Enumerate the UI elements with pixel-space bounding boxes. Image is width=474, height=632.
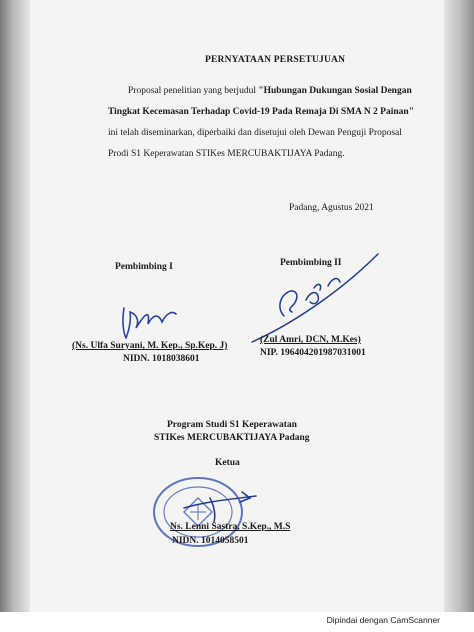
signature-pembimbing-1 — [118, 298, 184, 340]
pembimbing-2-name: (Zul Amri, DCN, M.Kes) — [260, 335, 361, 345]
pembimbing-1-heading: Pembimbing I — [115, 262, 173, 272]
scan-shadow-left — [0, 0, 30, 612]
ketua-label: Ketua — [215, 458, 240, 468]
ketua-id: NIDN. 1014058501 — [172, 536, 249, 546]
program-line-1: Program Studi S1 Keperawatan — [167, 420, 297, 430]
document-title: PERNYATAAN PERSETUJUAN — [205, 55, 346, 65]
scan-shadow-right — [444, 0, 474, 612]
paragraph-intro: Proposal penelitian yang berjudul — [128, 86, 259, 96]
ketua-name: Ns. Lenni Sastra, S.Kep., M.S — [170, 522, 291, 532]
pembimbing-2-heading: Pembimbing II — [280, 258, 342, 268]
paragraph-line-1 — [128, 86, 412, 96]
pembimbing-2-id: NIP. 196404201987031001 — [260, 348, 366, 358]
research-title-part-2: Tingkat Kecemasan Terhadap Covid-19 Pada Remaja Di SMA N 2 Painan" — [108, 107, 414, 117]
paragraph-line-3: ini telah diseminarkan, diperbaiki dan disetujui oleh Dewan Penguji Proposal — [108, 128, 402, 138]
pembimbing-1-name: (Ns. Ulfa Suryani, M. Kep., Sp.Kep. J) — [72, 341, 228, 351]
program-line-2: STIKes MERCUBAKTIJAYA Padang — [154, 433, 310, 443]
document-sheet — [30, 0, 444, 612]
place-date: Padang, Agustus 2021 — [289, 203, 374, 213]
paragraph-line-4: Prodi S1 Keperawatan STIKes MERCUBAKTIJAYA Padang. — [108, 149, 345, 159]
research-title-part-1: "Hubungan Dukungan Sosial Dengan — [258, 86, 412, 96]
camscanner-watermark: Dipindai dengan CamScanner — [326, 615, 440, 625]
pembimbing-1-id: NIDN. 1018038601 — [123, 354, 200, 364]
camscanner-footer — [0, 612, 474, 632]
